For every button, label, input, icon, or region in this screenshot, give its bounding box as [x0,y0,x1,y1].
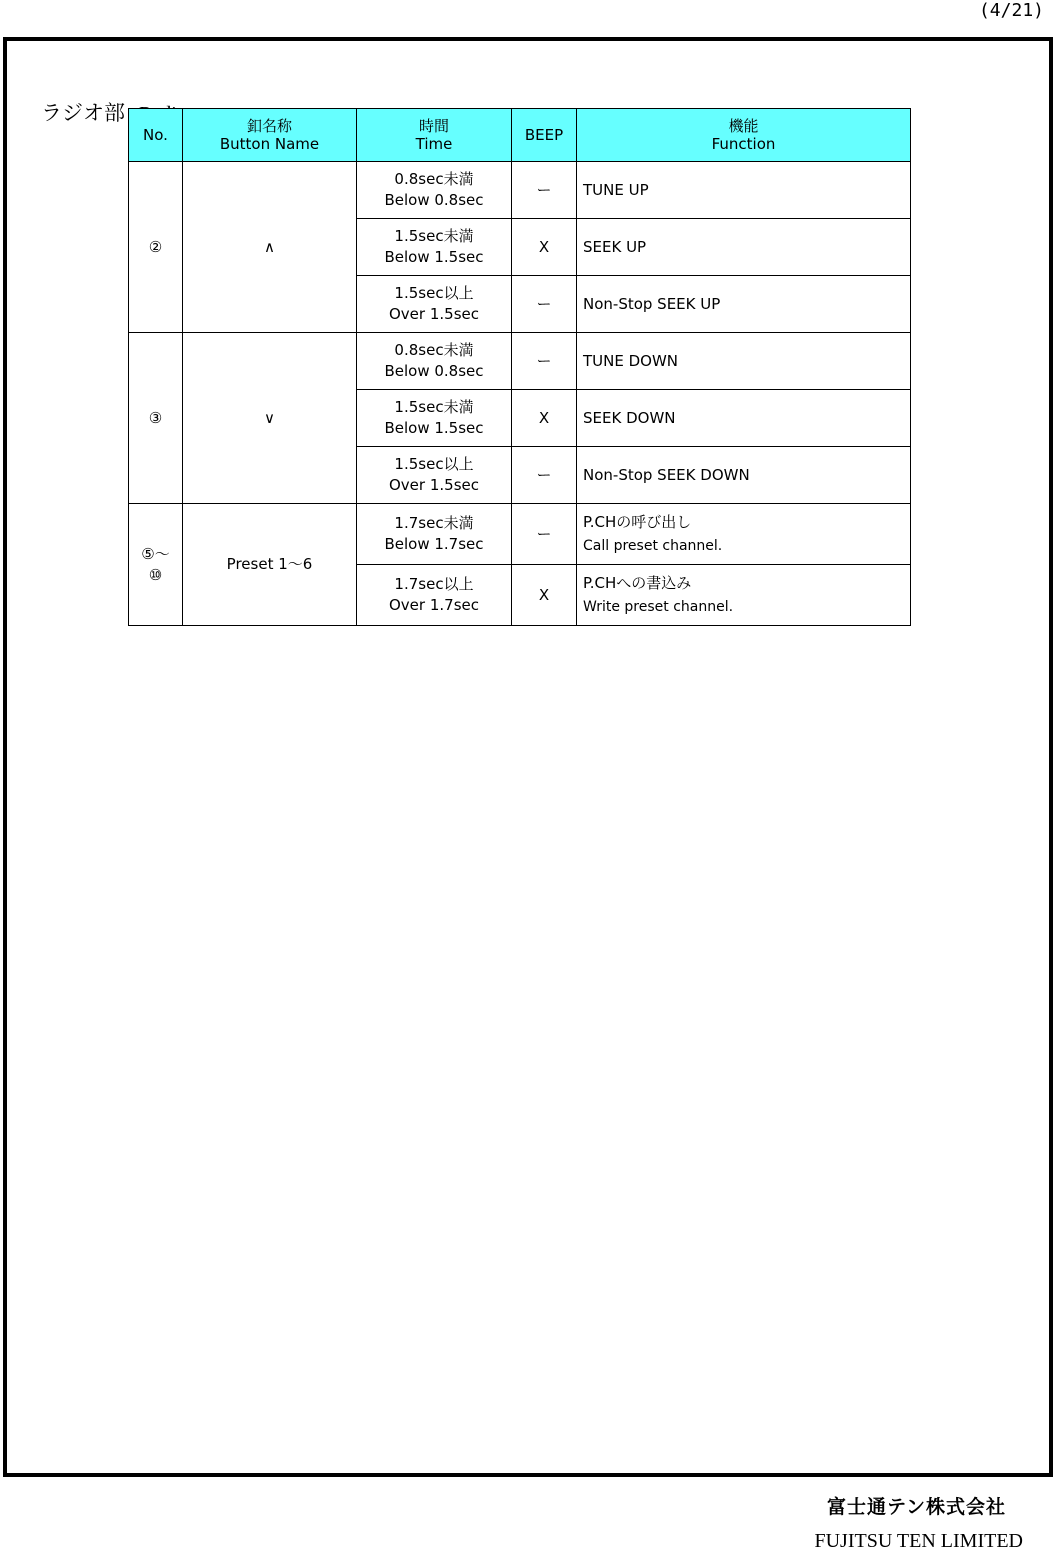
cell-time: 1.7sec未満 Below 1.7sec [357,504,512,565]
company-name-en: FUJITSU TEN LIMITED [814,1530,1023,1552]
cell-beep: ー [512,447,577,504]
header-button-name: 釦名称 Button Name [183,109,357,162]
cell-time: 0.8sec未満 Below 0.8sec [357,333,512,390]
page-number: (4/21) [978,0,1044,21]
header-function: 機能 Function [577,109,911,162]
cell-beep: X [512,390,577,447]
cell-button-name: ∧ [183,162,357,333]
cell-time: 0.8sec未満 Below 0.8sec [357,162,512,219]
cell-function: TUNE UP [577,162,911,219]
table-row [129,504,911,565]
company-name-jp: 富士通テン株式会社 [826,1496,1006,1518]
table-row [129,333,911,390]
cell-no: ⑤～ ⑩ [129,504,183,626]
cell-function: P.CHの呼び出し Call preset channel. [577,504,911,565]
cell-beep: ー [512,333,577,390]
page-frame [3,37,1053,1477]
cell-time: 1.5sec以上 Over 1.5sec [357,276,512,333]
cell-beep: ー [512,504,577,565]
cell-button-name: Preset 1～6 [183,504,357,626]
cell-beep: X [512,565,577,626]
cell-beep: ー [512,162,577,219]
cell-function: SEEK DOWN [577,390,911,447]
radio-button-spec-table [128,108,911,626]
cell-beep: ー [512,276,577,333]
cell-time: 1.5sec未満 Below 1.5sec [357,219,512,276]
cell-function: P.CHへの書込み Write preset channel. [577,565,911,626]
cell-function: SEEK UP [577,219,911,276]
section-title-jp: ラジオ部 [41,101,125,125]
cell-function: Non-Stop SEEK DOWN [577,447,911,504]
cell-function: Non-Stop SEEK UP [577,276,911,333]
cell-no: ② [129,162,183,333]
table-row [129,162,911,219]
table-header-row [129,109,911,162]
cell-beep: X [512,219,577,276]
header-time: 時間 Time [357,109,512,162]
header-beep: BEEP [512,109,577,162]
cell-no: ③ [129,333,183,504]
cell-time: 1.5sec以上 Over 1.5sec [357,447,512,504]
cell-function: TUNE DOWN [577,333,911,390]
header-no: No. [129,109,183,162]
cell-button-name: ∨ [183,333,357,504]
cell-time: 1.7sec以上 Over 1.7sec [357,565,512,626]
cell-time: 1.5sec未満 Below 1.5sec [357,390,512,447]
